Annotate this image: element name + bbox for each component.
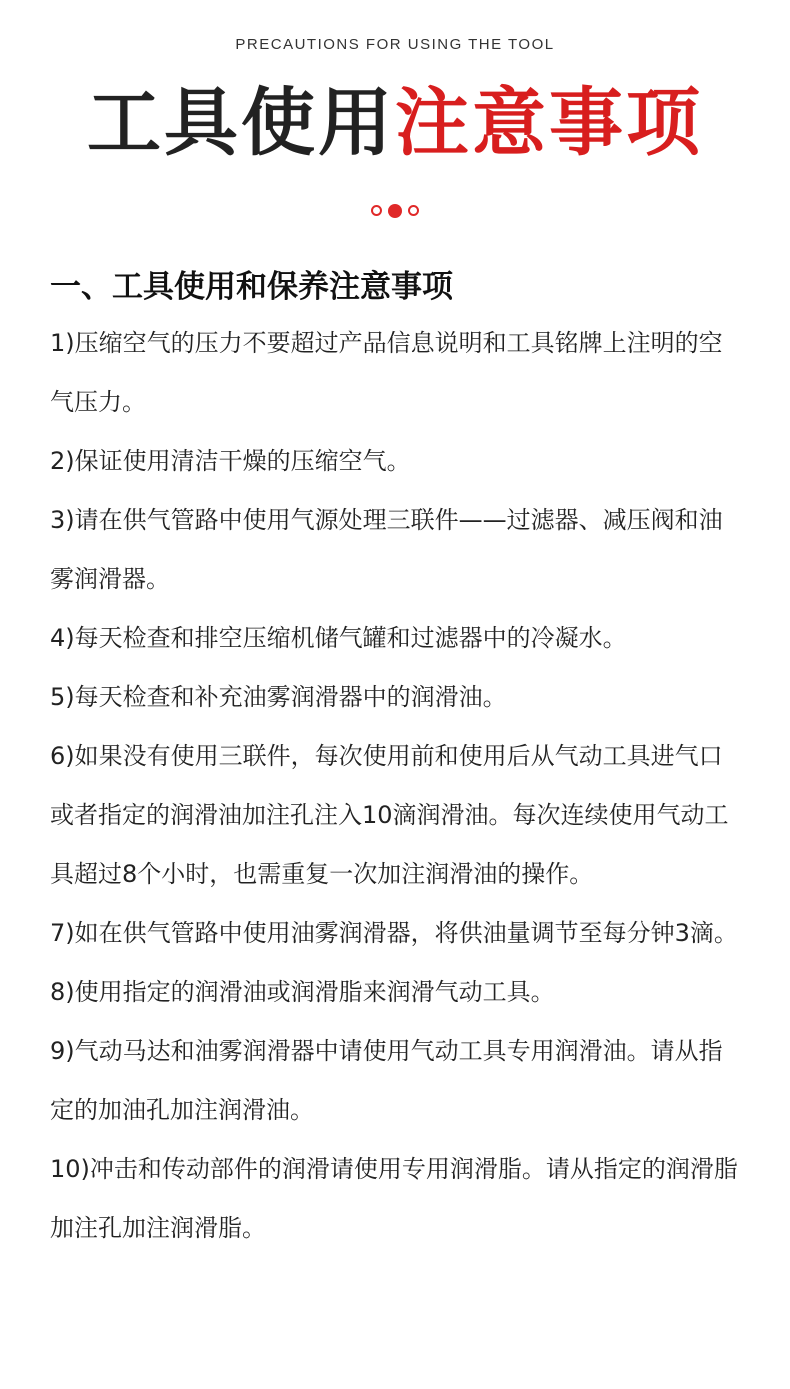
list-item: 6)如果没有使用三联件，每次使用前和使用后从气动工具进气口或者指定的润滑油加注孔注入10滴润滑油。每次连续使用气动工具超过8个小时，也需重复一次加注润滑油的操作。	[50, 742, 729, 888]
eyebrow-subtitle: PRECAUTIONS FOR USING THE TOOL	[235, 36, 555, 53]
dot-icon	[408, 205, 419, 216]
title-dark-part: 工具使用	[87, 80, 395, 166]
list-item: 7)如在供气管路中使用油雾润滑器，将供油量调节至每分钟3滴。	[50, 919, 738, 947]
list-item: 5)每天检查和补充油雾润滑器中的润滑油。	[50, 683, 507, 711]
list-item: 4)每天检查和排空压缩机储气罐和过滤器中的冷凝水。	[50, 624, 627, 652]
precautions-section	[50, 262, 745, 1258]
page-title	[0, 78, 790, 168]
list-item: 9)气动马达和油雾润滑器中请使用气动工具专用润滑油。请从指定的加油孔加注润滑油。	[50, 1037, 723, 1124]
precautions-list	[50, 314, 745, 1258]
section-title: 一、工具使用和保养注意事项	[50, 269, 453, 305]
list-item: 3)请在供气管路中使用气源处理三联件——过滤器、减压阀和油雾润滑器。	[50, 506, 723, 593]
dot-active-icon	[388, 204, 402, 218]
dot-icon	[371, 205, 382, 216]
title-red-part: 注意事项	[395, 80, 703, 166]
list-item: 2)保证使用清洁干燥的压缩空气。	[50, 447, 411, 475]
pager-dots	[0, 205, 790, 218]
list-item: 1)压缩空气的压力不要超过产品信息说明和工具铭牌上注明的空气压力。	[50, 329, 723, 416]
list-item: 10)冲击和传动部件的润滑请使用专用润滑脂。请从指定的润滑脂加注孔加注润滑脂。	[50, 1155, 738, 1242]
list-item: 8)使用指定的润滑油或润滑脂来润滑气动工具。	[50, 978, 555, 1006]
